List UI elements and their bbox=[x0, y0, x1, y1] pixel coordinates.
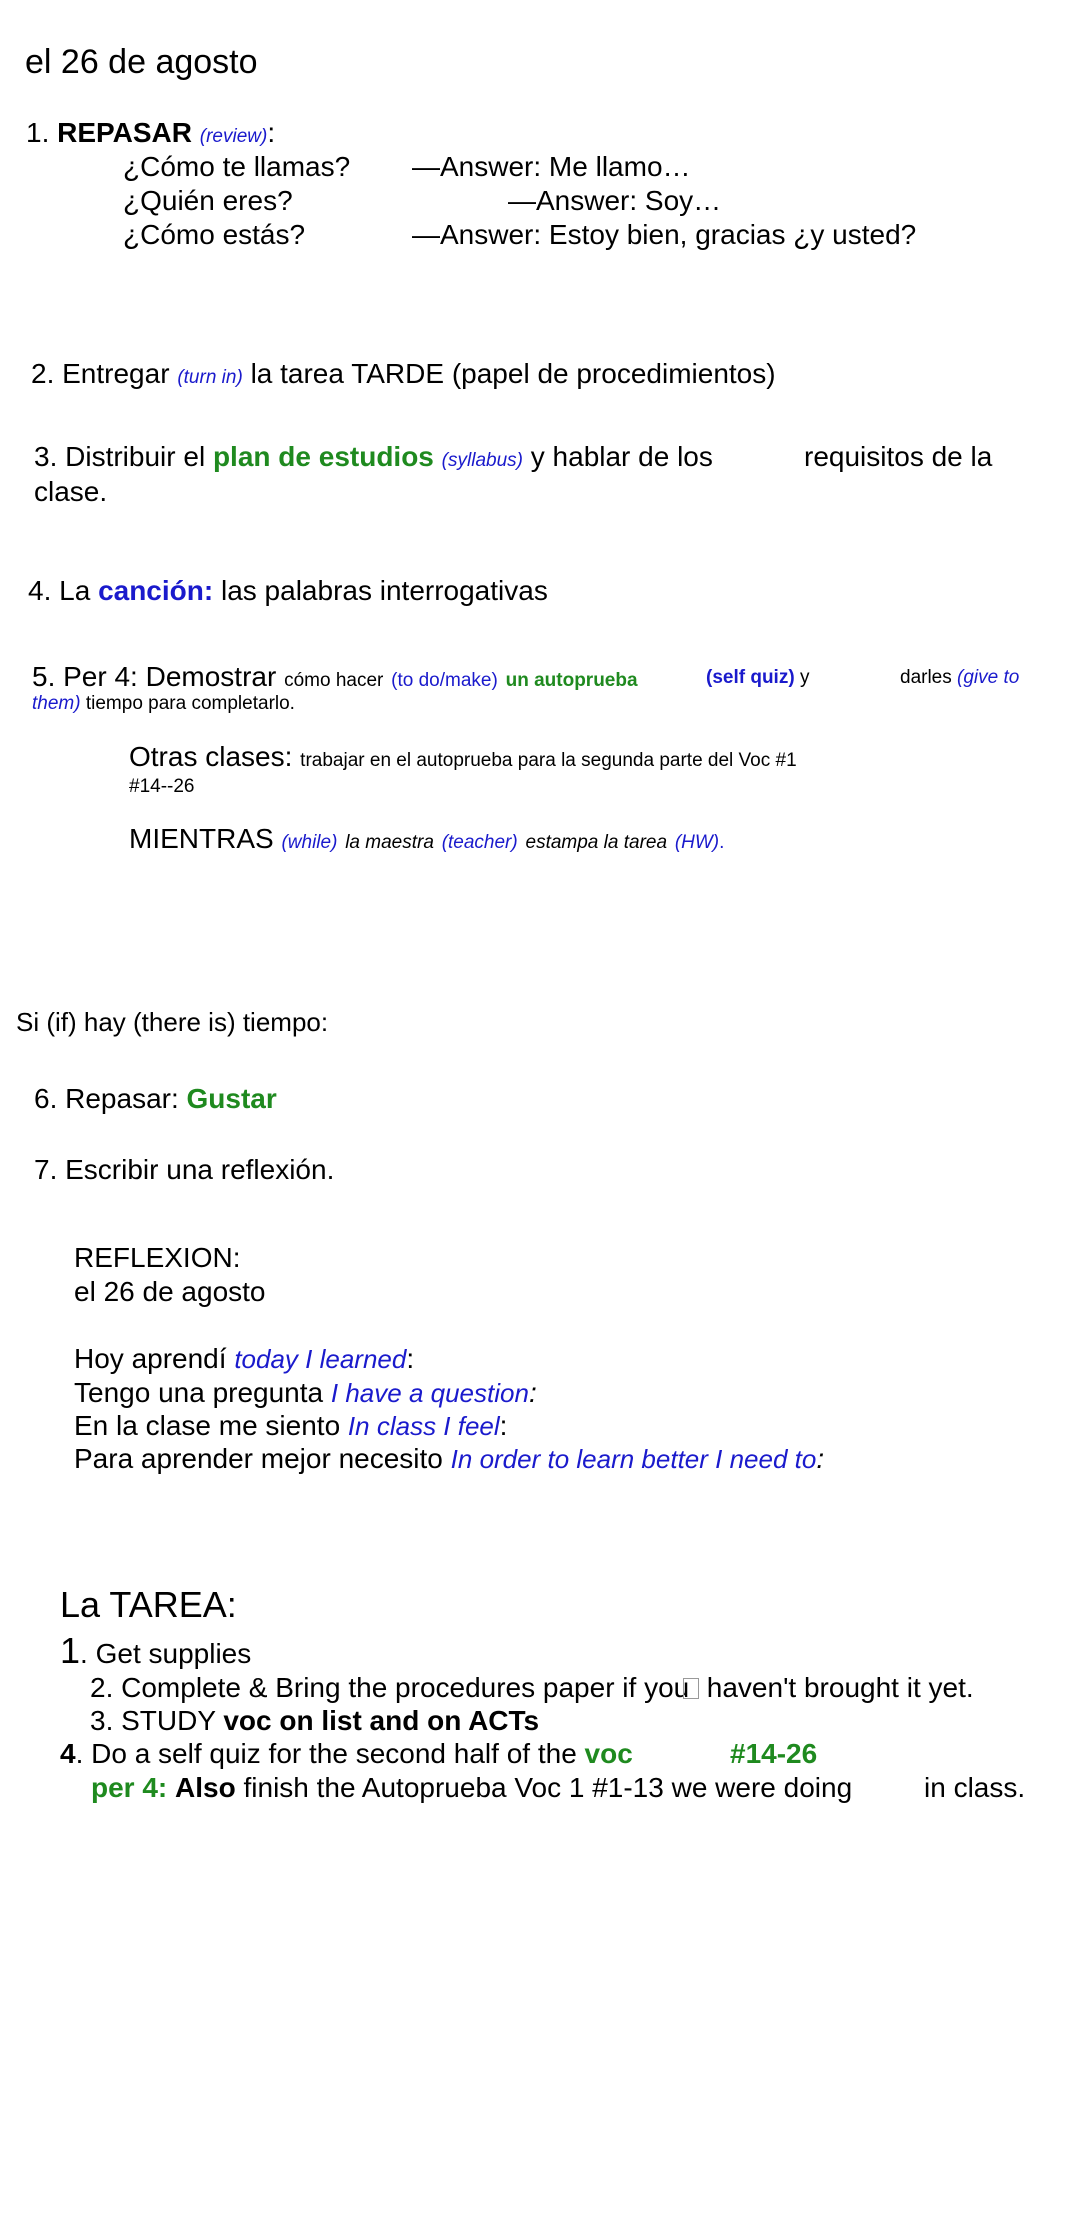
estampa-la-tarea: estampa la tarea bbox=[525, 832, 668, 853]
teacher-gloss: (teacher) bbox=[441, 832, 518, 853]
item-4-cancion: canción: bbox=[98, 575, 214, 606]
tarea-item-3-text-a: 3. STUDY bbox=[90, 1705, 216, 1736]
while-gloss: (while) bbox=[281, 832, 338, 853]
reflexion-line-1 bbox=[74, 1343, 414, 1375]
hw-period: . bbox=[719, 832, 725, 853]
question-2: ¿Quién eres? bbox=[123, 185, 293, 216]
item-3-plan: plan de estudios bbox=[212, 441, 434, 472]
tarea-item-4-number: 4 bbox=[60, 1738, 76, 1769]
item-2-gloss: (turn in) bbox=[177, 367, 243, 388]
reflexion-l4-en: In order to learn better I need to bbox=[450, 1444, 817, 1474]
reflexion-l2-en: I have a question bbox=[330, 1378, 529, 1408]
tarea-item-4-text: . Do a self quiz for the second half of the bbox=[75, 1738, 577, 1769]
item-5-line-1 bbox=[32, 661, 638, 693]
reflexion-l1-en: today I learned bbox=[234, 1344, 407, 1374]
tarea-item-1-number: 1 bbox=[60, 1630, 81, 1671]
item-1-heading bbox=[26, 117, 275, 149]
reflexion-l4-colon: : bbox=[816, 1443, 825, 1474]
question-1: ¿Cómo te llamas? bbox=[123, 151, 351, 182]
tarea-item-2-text-b: haven't brought it yet. bbox=[706, 1672, 974, 1703]
reflexion-date: el 26 de agosto bbox=[74, 1276, 266, 1307]
item-6-gustar: Gustar bbox=[186, 1083, 277, 1114]
tarea-item-2-text-a: 2. Complete & Bring the procedures paper if you bbox=[90, 1672, 690, 1703]
reflexion-line-2 bbox=[74, 1377, 537, 1409]
item-2-pre: 2. Entregar bbox=[31, 358, 170, 389]
item-1-colon: : bbox=[267, 117, 276, 148]
tarea-item-1 bbox=[60, 1630, 251, 1671]
page-title: el 26 de agosto bbox=[25, 43, 258, 81]
question-3: ¿Cómo estás? bbox=[123, 219, 306, 250]
reflexion-l1-es: Hoy aprendí bbox=[74, 1343, 227, 1374]
reflexion-l1-colon: : bbox=[406, 1343, 415, 1374]
otras-clases-text: trabajar en el autoprueba para la segunda parte del Voc #1 bbox=[300, 750, 797, 771]
reflexion-l3-colon: : bbox=[499, 1410, 508, 1441]
item-3-line-1 bbox=[34, 441, 713, 473]
tarea-item-4 bbox=[60, 1738, 633, 1770]
tarea-per-4-text: finish the Autoprueba Voc 1 #1-13 we were doing bbox=[243, 1772, 853, 1803]
item-3-tail: requisitos de la bbox=[804, 441, 993, 472]
item-5-self-quiz-group bbox=[706, 667, 809, 689]
item-5-darles: darles bbox=[900, 667, 952, 688]
reflexion-l2-es: Tengo una pregunta bbox=[74, 1377, 324, 1408]
item-5-gloss-2b: them) bbox=[32, 693, 81, 714]
item-6 bbox=[34, 1083, 277, 1115]
item-5-pre: 5. Per 4: Demostrar bbox=[32, 661, 277, 692]
reflexion-heading: REFLEXION: bbox=[74, 1242, 241, 1273]
item-5-small: cómo hacer bbox=[284, 670, 384, 691]
mientras: MIENTRAS bbox=[129, 823, 274, 854]
item-3-post: y hablar de los bbox=[530, 441, 713, 472]
item-5-gloss-1: (to do/make) bbox=[391, 670, 498, 691]
tarea-per-4-label: per 4: bbox=[91, 1772, 168, 1803]
item-3-line-2: clase. bbox=[34, 476, 108, 507]
item-1-number: 1. bbox=[26, 117, 50, 148]
reflexion-l4-es: Para aprender mejor necesito bbox=[74, 1443, 443, 1474]
tarea-item-4-range: #14-26 bbox=[730, 1738, 818, 1769]
tarea-item-2-tail bbox=[683, 1672, 974, 1704]
answer-1: —Answer: Me llamo… bbox=[412, 151, 691, 182]
answer-3: —Answer: Estoy bien, gracias ¿y usted? bbox=[412, 219, 917, 250]
tarea-item-1-text: . Get supplies bbox=[80, 1638, 252, 1669]
otras-clases-label: Otras clases: bbox=[129, 741, 293, 772]
missing-glyph-icon bbox=[683, 1678, 699, 1699]
item-5-post: tiempo para completarlo. bbox=[85, 693, 295, 714]
item-1-verb: REPASAR bbox=[57, 117, 192, 148]
item-3-gloss: (syllabus) bbox=[441, 450, 523, 471]
la-maestra: la maestra bbox=[345, 832, 434, 853]
tarea-item-2 bbox=[90, 1672, 689, 1704]
otras-clases bbox=[129, 741, 797, 773]
tarea-item-3-text-b: voc on list and on ACTs bbox=[223, 1705, 540, 1736]
mientras-line bbox=[129, 823, 724, 855]
tarea-item-4-voc: voc bbox=[584, 1738, 633, 1769]
tarea-per-4 bbox=[91, 1772, 852, 1804]
item-2 bbox=[31, 358, 776, 390]
item-7: 7. Escribir una reflexión. bbox=[34, 1154, 335, 1185]
reflexion-line-4 bbox=[74, 1443, 824, 1475]
item-5-self-quiz: (self quiz) bbox=[706, 667, 795, 688]
item-4 bbox=[28, 575, 548, 607]
reflexion-l2-colon: : bbox=[528, 1377, 537, 1408]
reflexion-l3-en: In class I feel bbox=[347, 1411, 500, 1441]
si-hay-tiempo: Si (if) hay (there is) tiempo: bbox=[16, 1007, 329, 1037]
tarea-heading: La TAREA: bbox=[60, 1584, 237, 1625]
item-5-darles-group bbox=[900, 667, 1019, 689]
item-1-gloss: (review) bbox=[199, 126, 268, 147]
item-5-autoprueba: un autoprueba bbox=[505, 670, 638, 691]
tarea-per-4-tail: in class. bbox=[924, 1772, 1026, 1803]
item-5-gloss-2a: (give to bbox=[957, 667, 1020, 688]
reflexion-line-3 bbox=[74, 1410, 507, 1442]
item-4-pre: 4. La bbox=[28, 575, 91, 606]
tarea-item-3 bbox=[90, 1705, 539, 1737]
otras-clases-line-2: #14--26 bbox=[129, 776, 195, 797]
item-5-y: y bbox=[799, 667, 810, 688]
item-5-line-2 bbox=[32, 693, 295, 715]
item-3-pre: 3. Distribuir el bbox=[34, 441, 206, 472]
hw-gloss: (HW) bbox=[674, 832, 720, 853]
reflexion-l3-es: En la clase me siento bbox=[74, 1410, 341, 1441]
tarea-also: Also bbox=[175, 1772, 236, 1803]
item-2-post: la tarea TARDE (papel de procedimientos) bbox=[250, 358, 776, 389]
item-4-post: las palabras interrogativas bbox=[220, 575, 548, 606]
item-6-pre: 6. Repasar: bbox=[34, 1083, 179, 1114]
answer-2: —Answer: Soy… bbox=[508, 185, 722, 216]
